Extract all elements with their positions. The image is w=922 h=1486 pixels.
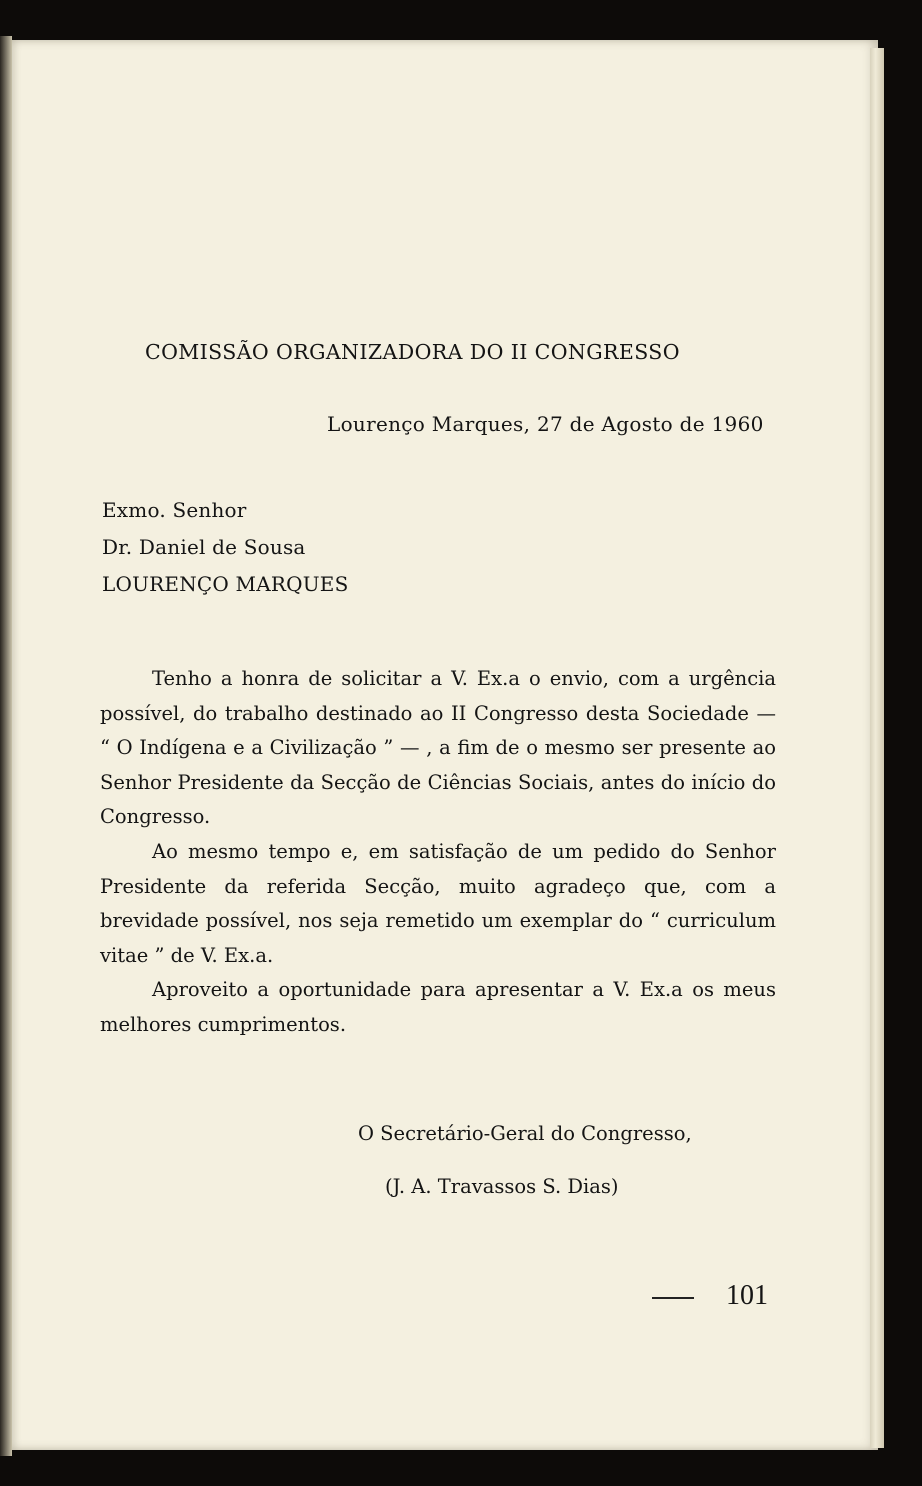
page-right-edge [870, 48, 884, 1448]
page-left-edge [0, 36, 12, 1456]
body-paragraph: Tenho a honra de solicitar a V. Ex.a o envio, com a urgência possível, do trabalho destinado ao II Congresso desta Sociedade — “ O Indígena e a Civilização ” — , a fim de o mesmo ser presente ao Senhor Presidente da Secção de Ciências Sociais, antes do início do Congresso. [100, 667, 776, 829]
recipient-salutation: Exmo. Senhor [102, 498, 247, 522]
page-number-rule [652, 1297, 694, 1299]
letter-heading: COMISSÃO ORGANIZADORA DO II CONGRESSO [145, 340, 680, 364]
recipient-city: LOURENÇO MARQUES [102, 572, 349, 596]
letter-body [100, 662, 776, 1043]
body-paragraph: Aproveito a oportunidade para apresentar a V. Ex.a os meus melhores cumprimentos. [100, 978, 776, 1036]
signature-title: O Secretário-Geral do Congresso, [358, 1122, 692, 1145]
recipient-name: Dr. Daniel de Sousa [102, 535, 306, 559]
page-number: 101 [726, 1280, 768, 1311]
signature-name: (J. A. Travassos S. Dias) [385, 1175, 619, 1198]
body-paragraph: Ao mesmo tempo e, em satisfação de um pedido do Senhor Presidente da referida Secção, muito agradeço que, com a brevidade possível, nos seja remetido um exemplar do “ curriculum vitae ” de V. Ex.a. [100, 839, 776, 967]
place-date: Lourenço Marques, 27 de Agosto de 1960 [327, 412, 764, 436]
